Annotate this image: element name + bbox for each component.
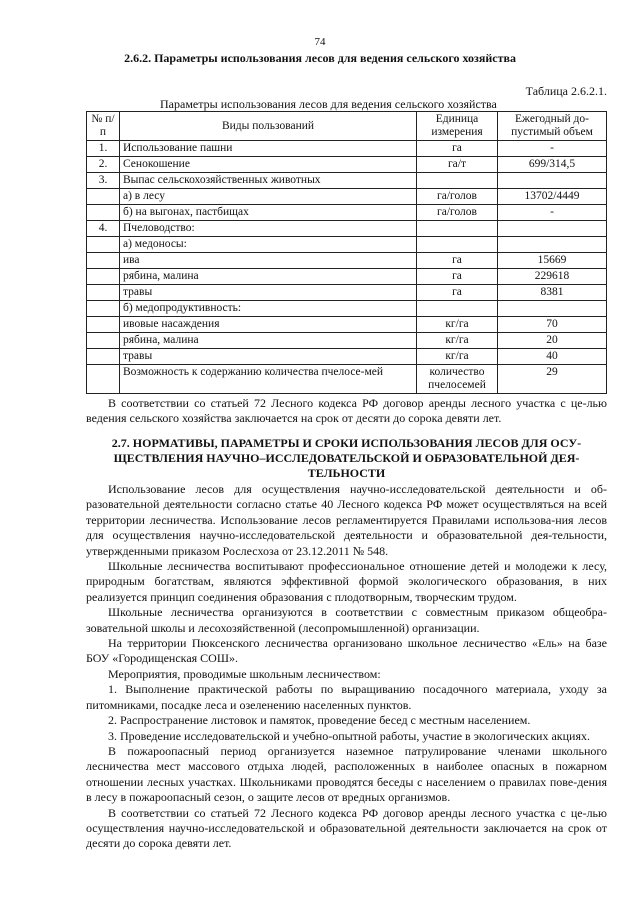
cell-num: 2. bbox=[87, 157, 120, 173]
paragraph: В пожароопасный период организуется наземное патрулирование членами школьного лесничества мест массового отдыха людей, расположенных в наиболее опасных в пожарном отношении лесных участках. Школьниками проводятся беседы с населением о правилах пове-дения в лесу в пожароопасный сезон, о защите лесов от вредных организмов. bbox=[86, 743, 607, 805]
cell-type: травы bbox=[120, 349, 417, 365]
cell-type: ивовые насаждения bbox=[120, 317, 417, 333]
cell-volume: 40 bbox=[498, 349, 607, 365]
cell-unit: га/т bbox=[417, 157, 498, 173]
cell-volume bbox=[498, 301, 607, 317]
cell-unit: кг/га bbox=[417, 317, 498, 333]
cell-unit: га bbox=[417, 285, 498, 301]
cell-num: 4. bbox=[87, 221, 120, 237]
cell-type: травы bbox=[120, 285, 417, 301]
cell-unit: га bbox=[417, 253, 498, 269]
para-after-table: В соответствии со статьей 72 Лесного кодекса РФ договор аренды лесного участка с це-лью ведения сельского хозяйства заключается на срок от десяти до сорока девяти лет. bbox=[86, 396, 607, 426]
paragraph: В соответствии со статьей 72 Лесного кодекса РФ договор аренды лесного участка с це-лью осуществления научно-исследовательской и образовательной деятельности заключается на срок от десяти до сорока девяти лет. bbox=[86, 805, 607, 851]
cell-type: Использование пашни bbox=[120, 141, 417, 157]
cell-num: 3. bbox=[87, 173, 120, 189]
cell-num bbox=[87, 269, 120, 285]
cell-unit: га bbox=[417, 141, 498, 157]
cell-num bbox=[87, 237, 120, 253]
cell-num bbox=[87, 189, 120, 205]
paragraph: 1. Выполнение практической работы по выращиванию посадочного материала, уходу за питомниками, посадке леса и озеленению населенных пунктов. bbox=[86, 682, 607, 712]
cell-volume: 8381 bbox=[498, 285, 607, 301]
cell-num bbox=[87, 301, 120, 317]
cell-volume: 20 bbox=[498, 333, 607, 349]
cell-volume bbox=[498, 173, 607, 189]
cell-type: Возможность к содержанию количества пчелосе-мей bbox=[120, 365, 417, 394]
cell-unit: га/голов bbox=[417, 189, 498, 205]
cell-type: рябина, малина bbox=[120, 333, 417, 349]
cell-unit: кг/га bbox=[417, 333, 498, 349]
cell-unit bbox=[417, 301, 498, 317]
cell-unit: га bbox=[417, 269, 498, 285]
usage-table bbox=[86, 111, 607, 394]
table-caption: Параметры использования лесов для ведения сельского хозяйства bbox=[160, 97, 497, 111]
cell-volume: 15669 bbox=[498, 253, 607, 269]
cell-volume: 70 bbox=[498, 317, 607, 333]
cell-num bbox=[87, 253, 120, 269]
header-num: № п/п bbox=[87, 112, 120, 141]
cell-type: рябина, малина bbox=[120, 269, 417, 285]
table-label: Таблица 2.6.2.1. bbox=[525, 84, 607, 98]
table-row bbox=[87, 301, 607, 317]
table-row bbox=[87, 141, 607, 157]
cell-num: 1. bbox=[87, 141, 120, 157]
cell-volume bbox=[498, 221, 607, 237]
header-unit: Единица измерения bbox=[417, 112, 498, 141]
cell-volume: - bbox=[498, 205, 607, 221]
paragraph: Мероприятия, проводимые школьным лесничеством: bbox=[108, 666, 381, 681]
section-title: 2.6.2. Параметры использования лесов для ведения сельского хозяйства bbox=[124, 51, 516, 65]
cell-num bbox=[87, 349, 120, 365]
page-number: 74 bbox=[314, 36, 326, 48]
paragraph: Использование лесов для осуществления научно-исследовательской деятельности и об-разовательной деятельности согласно статье 40 Лесного кодекса РФ может осуществляться на всей территории лесничества. Использование лесов регламентируется Правилами использова-ния лесов для осуществления научно-исследовательской деятельности и образовательной дея-тельности, утвержденными приказом Рослесхоза от 23.12.2011 № 548. bbox=[86, 482, 607, 558]
table-row bbox=[87, 221, 607, 237]
paragraph: На территории Пюксенского лесничества организовано школьное лесничество «Ель» на базе БОУ «Городищенская СОШ». bbox=[86, 636, 607, 666]
cell-unit: га/голов bbox=[417, 205, 498, 221]
table-row bbox=[87, 285, 607, 301]
para-after-table-block bbox=[86, 396, 607, 427]
cell-num bbox=[87, 365, 120, 394]
header-volume: Ежегодный до-пустимый объем bbox=[498, 112, 607, 141]
table-row bbox=[87, 205, 607, 221]
table-row bbox=[87, 253, 607, 269]
table-row bbox=[87, 269, 607, 285]
cell-type: Пчеловодство: bbox=[120, 221, 417, 237]
table-row bbox=[87, 333, 607, 349]
cell-unit: кг/га bbox=[417, 349, 498, 365]
cell-num bbox=[87, 285, 120, 301]
table-row bbox=[87, 189, 607, 205]
section-27-body bbox=[86, 482, 607, 852]
cell-type: а) в лесу bbox=[120, 189, 417, 205]
table-row bbox=[87, 157, 607, 173]
cell-volume: - bbox=[498, 141, 607, 157]
paragraph: Школьные лесничества организуются в соответствии с совместным приказом общеобра-зовательной школы и лесохозяйственной (лесопромышленной) организации. bbox=[86, 605, 607, 635]
paragraph: 2. Распространение листовок и памяток, проведение бесед с местным населением. bbox=[108, 713, 531, 728]
cell-num bbox=[87, 205, 120, 221]
cell-type: а) медоносы: bbox=[120, 237, 417, 253]
table-row bbox=[87, 317, 607, 333]
cell-unit bbox=[417, 237, 498, 253]
cell-volume: 29 bbox=[498, 365, 607, 394]
cell-unit: количество пчелосемей bbox=[417, 365, 498, 394]
cell-volume: 229618 bbox=[498, 269, 607, 285]
table-row bbox=[87, 365, 607, 394]
table-row bbox=[87, 173, 607, 189]
cell-type: ива bbox=[120, 253, 417, 269]
cell-type: Выпас сельскохозяйственных животных bbox=[120, 173, 417, 189]
cell-volume: 699/314,5 bbox=[498, 157, 607, 173]
paragraph: 3. Проведение исследовательской и учебно-опытной работы, участие в экологических акциях. bbox=[108, 728, 590, 743]
section-27-title: 2.7. НОРМАТИВЫ, ПАРАМЕТРЫ И СРОКИ ИСПОЛЬЗОВАНИЯ ЛЕСОВ ДЛЯ ОСУ-ЩЕСТВЛЕНИЯ НАУЧНО–ИССЛЕДОВАТЕЛЬСКОЙ И ОБРАЗОВАТЕЛЬНОЙ ДЕЯ-ТЕЛЬНОСТИ bbox=[111, 436, 582, 480]
cell-volume bbox=[498, 237, 607, 253]
paragraph: Школьные лесничества воспитывают профессиональное отношение детей и молодежи к лесу, природным богатствам, являются эффективной формой экологического образования, в них реализуется принцип соединения образования с плодотворным, творческим трудом. bbox=[86, 559, 607, 604]
cell-type: б) медопродуктивность: bbox=[120, 301, 417, 317]
cell-unit bbox=[417, 221, 498, 237]
table-row bbox=[87, 237, 607, 253]
cell-unit bbox=[417, 173, 498, 189]
cell-num bbox=[87, 333, 120, 349]
cell-num bbox=[87, 317, 120, 333]
header-type: Виды пользований bbox=[120, 112, 417, 141]
cell-type: б) на выгонах, пастбищах bbox=[120, 205, 417, 221]
cell-type: Сенокошение bbox=[120, 157, 417, 173]
cell-volume: 13702/4449 bbox=[498, 189, 607, 205]
table-row bbox=[87, 349, 607, 365]
table-header-row bbox=[87, 112, 607, 141]
